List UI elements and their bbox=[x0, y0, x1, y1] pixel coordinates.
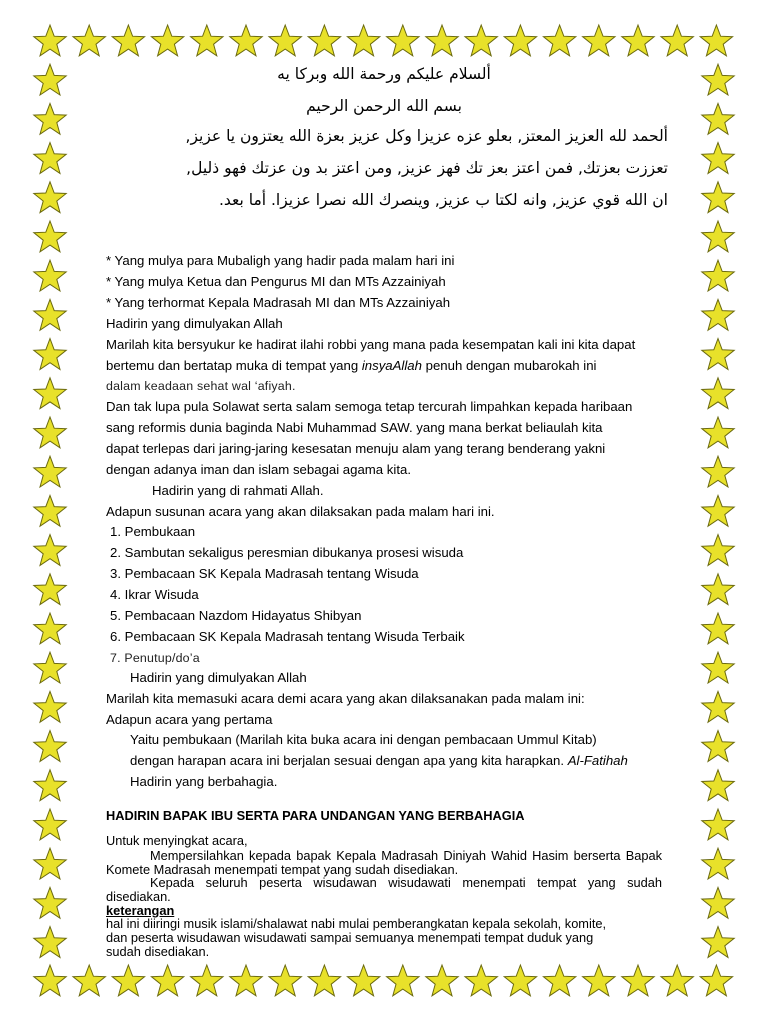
star-icon bbox=[583, 25, 615, 56]
para1-line3: dalam keadaan sehat wal ‘afiyah. bbox=[106, 379, 296, 393]
star-icon bbox=[151, 25, 183, 56]
basmalah: بسم الله الرحمن الرحيم bbox=[306, 97, 462, 115]
insyaallah-emphasis: insyaAllah bbox=[361, 358, 422, 373]
keterangan-text-1: hal ini diiringi musik islami/shalawat nabi mulai pemberangkatan kepala sekolah, komite, bbox=[106, 916, 607, 931]
star-icon bbox=[702, 456, 734, 487]
star-icon bbox=[702, 64, 734, 95]
star-icon bbox=[583, 965, 615, 996]
star-icon bbox=[387, 25, 419, 56]
star-icon bbox=[702, 221, 734, 252]
star-icon bbox=[34, 378, 66, 409]
greeting-3: * Yang terhormat Kepala Madrasah MI dan MTs Azzainiyah bbox=[106, 295, 451, 310]
acara-intro: Marilah kita memasuki acara demi acara yang akan dilaksanakan pada malam ini: bbox=[106, 691, 585, 706]
star-icon bbox=[34, 927, 66, 958]
star-icon bbox=[34, 221, 66, 252]
agenda-item: 5. Pembacaan Nazdom Hidayatus Shibyan bbox=[110, 608, 362, 623]
star-icon bbox=[702, 574, 734, 605]
star-icon bbox=[34, 691, 66, 722]
star-icon bbox=[702, 299, 734, 330]
star-icon bbox=[34, 339, 66, 370]
star-icon bbox=[622, 25, 654, 56]
star-icon bbox=[34, 731, 66, 762]
agenda-item: 2. Sambutan sekaligus peresmian dibukanya prosesi wisuda bbox=[110, 545, 464, 560]
star-icon bbox=[34, 652, 66, 683]
star-icon bbox=[34, 182, 66, 213]
acara-pertama: Adapun acara yang pertama bbox=[106, 712, 273, 727]
keterangan-label: keterangan bbox=[106, 903, 175, 918]
para2-line3: dapat terlepas dari jaring-jaring kesesatan menuju alam yang terang benderang yakni bbox=[106, 441, 606, 456]
star-icon bbox=[34, 535, 66, 566]
star-icon bbox=[34, 456, 66, 487]
keterangan-text-3: sudah disediakan. bbox=[106, 944, 210, 959]
star-icon bbox=[112, 25, 144, 56]
star-icon bbox=[702, 103, 734, 134]
agenda-item: 7. Penutup/do’a bbox=[110, 651, 200, 665]
star-icon bbox=[269, 965, 301, 996]
keterangan-text-2: dan peserta wisudawan wisudawati sampai semuanya menempati tempat duduk yang bbox=[106, 930, 594, 945]
star-icon bbox=[702, 770, 734, 801]
greeting-2: * Yang mulya Ketua dan Pengurus MI dan MTs Azzainiyah bbox=[106, 274, 446, 289]
star-icon bbox=[702, 143, 734, 174]
arabic-line-2: تعززت بعزتك, فمن اعتز بعز تك فهز عزيز, ومن اعتز بد ون عزتك فهو ذليل, bbox=[186, 159, 668, 177]
star-icon bbox=[702, 339, 734, 370]
star-icon bbox=[504, 25, 536, 56]
star-icon bbox=[661, 25, 693, 56]
star-icon bbox=[702, 652, 734, 683]
para2-line1: Dan tak lupa pula Solawat serta salam semoga tetap tercurah limpahkan kepada haribaan bbox=[106, 399, 633, 414]
hadirin-berbahagia: Hadirin yang berbahagia. bbox=[130, 774, 278, 789]
para1-line2: bertemu dan bertatap muka di tempat yang insyaAllah penuh dengan mubarokah ini bbox=[106, 358, 597, 373]
star-icon bbox=[426, 25, 458, 56]
star-icon bbox=[702, 887, 734, 918]
star-icon bbox=[34, 417, 66, 448]
star-icon bbox=[34, 103, 66, 134]
star-icon bbox=[347, 25, 379, 56]
star-icon bbox=[34, 848, 66, 879]
singkat-acara: Untuk menyingkat acara, bbox=[106, 833, 248, 848]
para2-line2: sang reformis dunia baginda Nabi Muhammad SAW. yang mana berkat beliaulah kita bbox=[106, 420, 603, 435]
star-icon bbox=[308, 25, 340, 56]
star-icon bbox=[387, 965, 419, 996]
star-icon bbox=[702, 417, 734, 448]
agenda-item: 4. Ikrar Wisuda bbox=[110, 587, 199, 602]
para2-line4: dengan adanya iman dan islam sebagai agama kita. bbox=[106, 462, 411, 477]
arabic-line-3: ان الله قوي عزيز, وانه لكتا ب عزيز, وينصرك الله نصرا عزيزا. أما بعد. bbox=[218, 191, 668, 209]
star-icon bbox=[34, 887, 66, 918]
star-icon bbox=[34, 770, 66, 801]
star-icon bbox=[308, 965, 340, 996]
star-icon bbox=[543, 25, 575, 56]
harapan-line: dengan harapan acara ini berjalan sesuai dengan apa yang kita harapkan. Al-Fatihah bbox=[130, 753, 628, 768]
star-icon bbox=[151, 965, 183, 996]
agenda-item: 3. Pembacaan SK Kepala Madrasah tentang Wisuda bbox=[110, 566, 419, 581]
agenda-item: 6. Pembacaan SK Kepala Madrasah tentang Wisuda Terbaik bbox=[110, 629, 465, 644]
star-icon bbox=[191, 965, 223, 996]
salam-arabic: ألسلام عليكم ورحمة الله وبركا يه bbox=[277, 65, 491, 83]
star-icon bbox=[702, 182, 734, 213]
star-icon bbox=[700, 25, 732, 56]
agenda-item: 1. Pembukaan bbox=[110, 524, 196, 539]
star-icon bbox=[426, 965, 458, 996]
star-icon bbox=[465, 965, 497, 996]
star-icon bbox=[702, 848, 734, 879]
star-icon bbox=[702, 731, 734, 762]
star-icon bbox=[702, 613, 734, 644]
star-icon bbox=[702, 260, 734, 291]
star-icon bbox=[34, 574, 66, 605]
star-icon bbox=[269, 25, 301, 56]
star-icon bbox=[347, 965, 379, 996]
yaitu-pembukaan: Yaitu pembukaan (Marilah kita buka acara ini dengan pembacaan Ummul Kitab) bbox=[130, 732, 597, 747]
star-icon bbox=[702, 495, 734, 526]
al-fatihah-emphasis: Al-Fatihah bbox=[567, 753, 628, 768]
mempersilahkan-paragraph: Mempersilahkan kepada bapak Kepala Madrasah Diniyah Wahid Hasim berserta Bapak Komete Madrasah menempati tempat yang sudah disediakan. bbox=[106, 848, 662, 877]
star-icon bbox=[622, 965, 654, 996]
star-icon bbox=[34, 299, 66, 330]
star-icon bbox=[702, 809, 734, 840]
star-icon bbox=[661, 965, 693, 996]
star-icon bbox=[230, 965, 262, 996]
star-icon bbox=[73, 25, 105, 56]
star-icon bbox=[34, 809, 66, 840]
hadirin-rahmati: Hadirin yang di rahmati Allah. bbox=[152, 483, 324, 498]
star-icon bbox=[700, 965, 732, 996]
star-icon bbox=[504, 965, 536, 996]
kepada-paragraph: Kepada seluruh peserta wisudawan wisudawati menempati tempat yang sudah disediakan. bbox=[106, 875, 662, 904]
star-icon bbox=[465, 25, 497, 56]
star-icon bbox=[191, 25, 223, 56]
greeting-1: * Yang mulya para Mubaligh yang hadir pada malam hari ini bbox=[106, 253, 455, 268]
star-icon bbox=[230, 25, 262, 56]
star-icon bbox=[34, 965, 66, 996]
star-icon bbox=[112, 965, 144, 996]
section-heading: HADIRIN BAPAK IBU SERTA PARA UNDANGAN YANG BERBAHAGIA bbox=[106, 808, 525, 823]
star-icon bbox=[34, 495, 66, 526]
star-icon bbox=[34, 143, 66, 174]
star-icon bbox=[702, 691, 734, 722]
hadirin-dimulyakan-2: Hadirin yang dimulyakan Allah bbox=[130, 670, 307, 685]
star-icon bbox=[702, 378, 734, 409]
star-icon bbox=[34, 64, 66, 95]
hadirin-dimulyakan: Hadirin yang dimulyakan Allah bbox=[106, 316, 283, 331]
star-icon bbox=[73, 965, 105, 996]
star-icon bbox=[34, 613, 66, 644]
para1-line1: Marilah kita bersyukur ke hadirat ilahi robbi yang mana pada kesempatan kali ini kita dapat bbox=[106, 337, 636, 352]
star-icon bbox=[34, 260, 66, 291]
arabic-line-1: ألحمد لله العزيز المعتز, بعلو عزه عزيزا وكل عزيز بعزة الله يعتزون يا عزيز, bbox=[185, 127, 668, 145]
star-icon bbox=[543, 965, 575, 996]
star-icon bbox=[34, 25, 66, 56]
star-icon bbox=[702, 535, 734, 566]
susunan-intro: Adapun susunan acara yang akan dilaksakan pada malam hari ini. bbox=[106, 504, 495, 519]
star-icon bbox=[702, 927, 734, 958]
